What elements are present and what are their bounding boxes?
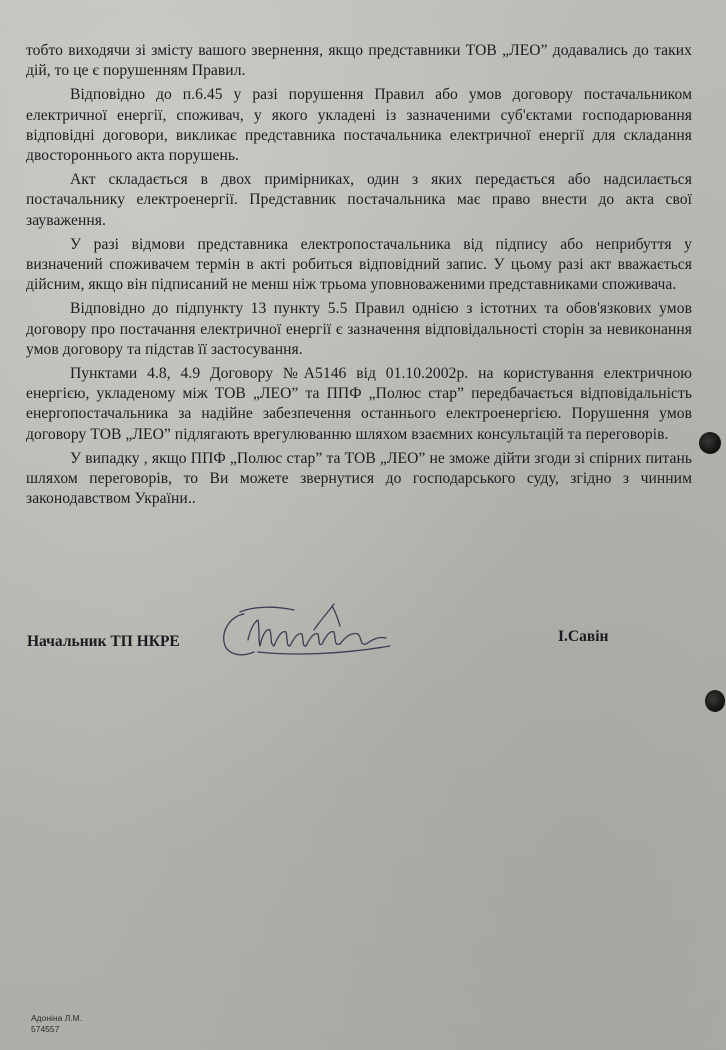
signatory-name: І.Савін: [558, 628, 609, 645]
paragraph-2: Відповідно до п.6.45 у разі порушення Правил або умов договору постачальником електричної енергії, споживач, у якого укладені із зазначеними суб'єктами господарювання відповідні договори, викликає представника постачальника електричної енергії для складання двостороннього акта порушень.: [26, 86, 692, 165]
paragraph-5: Відповідно до підпункту 13 пункту 5.5 Правил однією з істотних та обов'язкових умов договору про постачання електричної енергії є зазначення відповідальності сторін за невиконання умов договору та підстав її застосування.: [26, 300, 692, 358]
paragraph-7: У випадку , якщо ППФ „Полюс стар” та ТОВ „ЛЕО” не зможе дійти згоди зі спірних питань шляхом переговорів, то Ви можете звернутися до господарського суду, згідно з чинним законодавством України..: [26, 449, 692, 508]
letter-body: [26, 41, 692, 513]
punch-hole-lower: [705, 690, 725, 712]
paragraph-1: тобто виходячи зі змісту вашого звернення, якщо представники ТОВ „ЛЕО” додавались до таких дій, то це є порушенням Правил.: [26, 42, 692, 80]
signatory-title: Начальник ТП НКРЕ: [27, 633, 180, 650]
punch-hole-upper: [699, 432, 721, 454]
paragraph-3: Акт складається в двох примірниках, один з яких передається або надсилається постачальнику електроенергії. Представник постачальника має право внести до акта свої зауваження.: [26, 171, 692, 229]
footer-phone: 574557: [31, 1023, 60, 1034]
footer-author: Адоніна Л.М.: [31, 1013, 83, 1023]
paragraph-4: У разі відмови представника електропостачальника від підпису або неприбуття у визначений споживачем термін в акті робиться відповідний запис. У цьому разі акт вважається дійсним, якщо він підписаний не менш ніж трьома уповноваженими представниками споживача.: [26, 235, 692, 294]
paragraph-6: Пунктами 4.8, 4.9 Договору №А5146 від 01.10.2002р. на користування електричною енергією, укладеному між ТОВ „ЛЕО” та ППФ „Полюс стар” передбачається відповідальність енергопостачальника за надійне забезпечення останнього електроенергією. Порушення умов договору ТОВ „ЛЕО” підлягають врегулюванню шляхом взаємних консультацій та переговорів.: [26, 365, 692, 443]
footer-contact: [31, 1013, 82, 1034]
handwritten-signature: [214, 600, 404, 662]
